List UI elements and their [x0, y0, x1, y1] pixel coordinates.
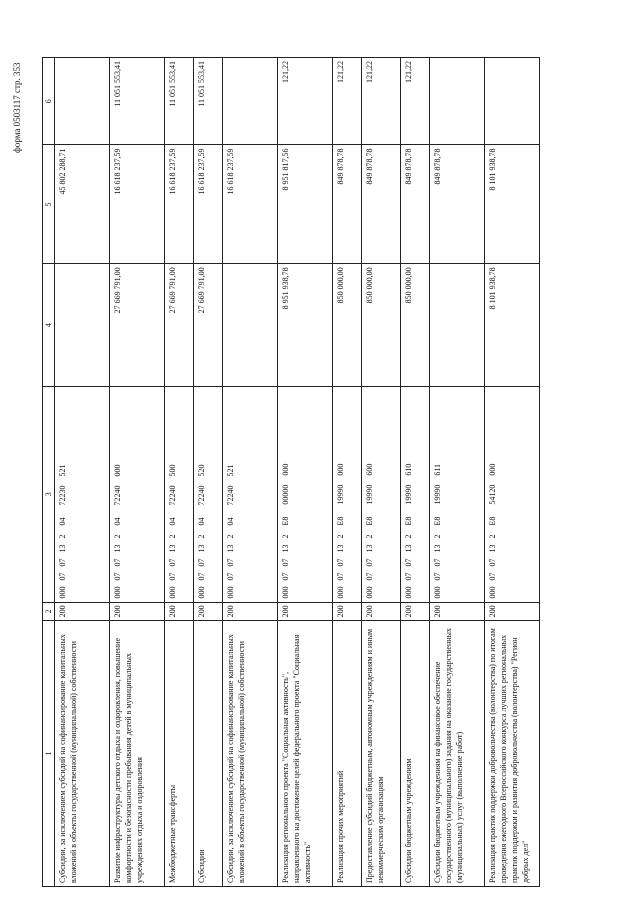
unexecuted-cell: 121,22 — [362, 58, 401, 145]
line-code-cell: 200 — [55, 602, 110, 621]
table-row — [55, 58, 110, 887]
row-name-cell: Предоставление субсидий бюджетным, автономным учреждениям и иным некоммерческим организациям — [362, 621, 401, 887]
header-cell: 3 — [43, 386, 55, 602]
table-row — [165, 58, 194, 887]
budget-code-cell: 000 07 07 13 2 04 72240 521 — [223, 386, 278, 602]
unexecuted-cell: 121,22 — [278, 58, 333, 145]
approved-cell: 850 000,00 — [362, 264, 401, 386]
line-code-cell: 200 — [333, 602, 362, 621]
unexecuted-cell: 11 051 553,41 — [110, 58, 165, 145]
executed-cell: 16 618 237,59 — [194, 145, 223, 264]
row-name-cell: Субсидии, за исключением субсидий на софинансирование капитальных вложений в объекты государственной (муниципальной) собственности — [55, 621, 110, 887]
budget-code-cell: 000 07 07 13 2 04 72230 521 — [55, 386, 110, 602]
unexecuted-cell — [485, 58, 540, 145]
approved-cell: 850 000,00 — [333, 264, 362, 386]
row-name-cell: Субсидии — [194, 621, 223, 887]
table-row — [223, 58, 278, 887]
budget-code-cell: 000 07 07 13 2 04 72240 520 — [194, 386, 223, 602]
line-code-cell: 200 — [194, 602, 223, 621]
budget-code-cell: 000 07 07 13 2 E8 54120 000 — [485, 386, 540, 602]
budget-code-cell: 000 07 07 13 2 E8 19990 611 — [430, 386, 485, 602]
approved-cell — [223, 264, 278, 386]
budget-code-cell: 000 07 07 13 2 E8 19990 000 — [333, 386, 362, 602]
row-name-cell: Реализация регионального проекта "Социальная активность", направленного на достижение целей федерального проекта "Социальная активность" — [278, 621, 333, 887]
unexecuted-cell — [223, 58, 278, 145]
unexecuted-cell: 11 051 553,41 — [194, 58, 223, 145]
header-cell: 4 — [43, 264, 55, 386]
table-row — [110, 58, 165, 887]
row-name-cell: Межбюджетные трансферты — [165, 621, 194, 887]
line-code-cell: 200 — [485, 602, 540, 621]
executed-cell: 849 878,78 — [333, 145, 362, 264]
row-name-cell: Субсидии, за исключением субсидий на софинансирование капитальных вложений в объекты государственной (муниципальной) собственности — [223, 621, 278, 887]
table-row — [401, 58, 430, 887]
executed-cell: 849 878,78 — [362, 145, 401, 264]
header-cell: 6 — [43, 58, 55, 145]
executed-cell: 849 878,78 — [430, 145, 485, 264]
line-code-cell: 200 — [401, 602, 430, 621]
executed-cell: 16 618 237,59 — [110, 145, 165, 264]
line-code-cell: 200 — [165, 602, 194, 621]
table-row — [485, 58, 540, 887]
header-cell: 5 — [43, 145, 55, 264]
row-name-cell: Реализация прочих мероприятий — [333, 621, 362, 887]
unexecuted-cell: 11 051 553,41 — [165, 58, 194, 145]
approved-cell: 850 000,00 — [401, 264, 430, 386]
row-name-cell: Реализация практик поддержки добровольчества (волонтерства) по итогам проведения ежегодного Всероссийского конкурса лучших региональных практик поддержки и развития добровольчества (волонтерства) "Регион добрых дел" — [485, 621, 540, 887]
form-label: форма 0503117 стр. 353 — [12, 62, 22, 153]
unexecuted-cell — [55, 58, 110, 145]
executed-cell: 8 101 938,78 — [485, 145, 540, 264]
budget-code-cell: 000 07 07 13 2 04 72240 500 — [165, 386, 194, 602]
line-code-cell: 200 — [110, 602, 165, 621]
table-row — [194, 58, 223, 887]
approved-cell: 27 669 791,00 — [110, 264, 165, 386]
executed-cell: 16 618 237,59 — [223, 145, 278, 264]
budget-code-cell: 000 07 07 13 2 E8 19990 610 — [401, 386, 430, 602]
line-code-cell: 200 — [278, 602, 333, 621]
approved-cell: 27 669 791,00 — [194, 264, 223, 386]
unexecuted-cell: 121,22 — [333, 58, 362, 145]
table-row — [362, 58, 401, 887]
row-name-cell: Развитие инфраструктуры детского отдыха и оздоровления, повышение комфортности и безопасности пребывания детей в муниципальных учреждениях отдыха и оздоровления — [110, 621, 165, 887]
line-code-cell: 200 — [430, 602, 485, 621]
unexecuted-cell: 121,22 — [401, 58, 430, 145]
executed-cell: 849 878,78 — [401, 145, 430, 264]
executed-cell: 16 618 237,59 — [165, 145, 194, 264]
header-cell: 1 — [43, 621, 55, 887]
executed-cell: 8 951 817,56 — [278, 145, 333, 264]
approved-cell — [55, 264, 110, 386]
header-cell: 2 — [43, 602, 55, 621]
table-row — [278, 58, 333, 887]
table-row — [430, 58, 485, 887]
row-name-cell: Субсидии бюджетным учреждениям — [401, 621, 430, 887]
table-row — [333, 58, 362, 887]
budget-code-cell: 000 07 07 13 2 E8 00000 000 — [278, 386, 333, 602]
approved-cell: 27 669 791,00 — [165, 264, 194, 386]
budget-table — [42, 57, 540, 887]
approved-cell: 8 951 938,78 — [278, 264, 333, 386]
line-code-cell: 200 — [362, 602, 401, 621]
budget-code-cell: 000 07 07 13 2 04 72240 000 — [110, 386, 165, 602]
row-name-cell: Субсидии бюджетным учреждениям на финансовое обеспечение государственного (муниципального) задания на оказание государственных (муниципальных) услуг (выполнение работ) — [430, 621, 485, 887]
budget-code-cell: 000 07 07 13 2 E8 19990 600 — [362, 386, 401, 602]
approved-cell — [430, 264, 485, 386]
header-row — [43, 58, 55, 887]
executed-cell: 45 802 288,71 — [55, 145, 110, 264]
line-code-cell: 200 — [223, 602, 278, 621]
approved-cell: 8 101 938,78 — [485, 264, 540, 386]
unexecuted-cell — [430, 58, 485, 145]
